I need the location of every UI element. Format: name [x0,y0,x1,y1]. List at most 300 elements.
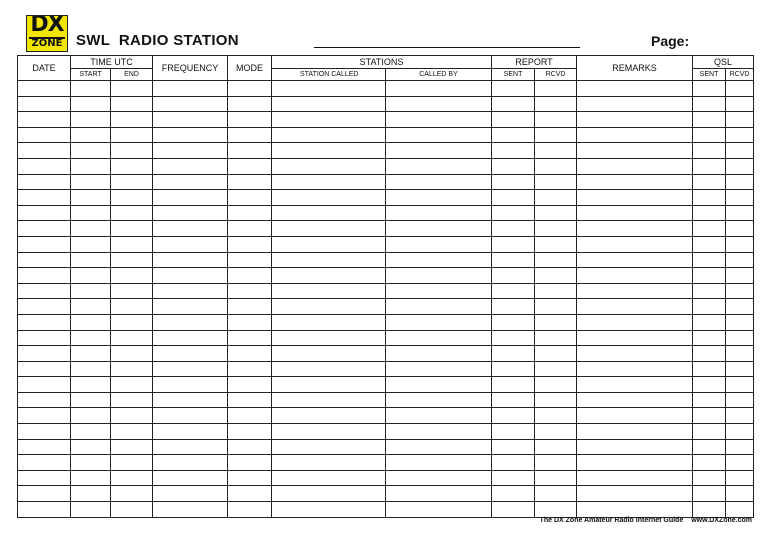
table-cell[interactable] [386,424,492,440]
table-cell[interactable] [272,408,386,424]
table-cell[interactable] [272,361,386,377]
table-cell[interactable] [577,268,693,284]
table-cell[interactable] [492,236,535,252]
table-cell[interactable] [726,439,754,455]
table-cell[interactable] [111,299,153,315]
table-cell[interactable] [577,252,693,268]
table-cell[interactable] [577,502,693,518]
table-cell[interactable] [111,205,153,221]
table-cell[interactable] [386,470,492,486]
table-cell[interactable] [386,81,492,97]
table-cell[interactable] [492,470,535,486]
table-cell[interactable] [693,314,726,330]
table-cell[interactable] [577,190,693,206]
table-cell[interactable] [535,392,577,408]
table-cell[interactable] [577,470,693,486]
table-cell[interactable] [693,268,726,284]
table-cell[interactable] [726,408,754,424]
table-cell[interactable] [272,174,386,190]
table-cell[interactable] [71,330,111,346]
table-cell[interactable] [228,221,272,237]
table-cell[interactable] [18,158,71,174]
table-cell[interactable] [111,174,153,190]
table-cell[interactable] [535,408,577,424]
table-cell[interactable] [153,377,228,393]
table-cell[interactable] [577,314,693,330]
table-cell[interactable] [111,346,153,362]
table-cell[interactable] [726,96,754,112]
table-cell[interactable] [492,455,535,471]
table-cell[interactable] [71,439,111,455]
table-cell[interactable] [386,377,492,393]
table-cell[interactable] [18,470,71,486]
table-cell[interactable] [492,408,535,424]
table-cell[interactable] [228,252,272,268]
table-cell[interactable] [228,346,272,362]
table-cell[interactable] [386,158,492,174]
table-cell[interactable] [535,330,577,346]
table-cell[interactable] [153,455,228,471]
table-cell[interactable] [726,268,754,284]
table-cell[interactable] [153,470,228,486]
table-cell[interactable] [726,377,754,393]
table-cell[interactable] [272,252,386,268]
table-cell[interactable] [153,205,228,221]
table-cell[interactable] [535,346,577,362]
table-cell[interactable] [18,424,71,440]
table-cell[interactable] [492,81,535,97]
table-cell[interactable] [535,455,577,471]
table-cell[interactable] [228,486,272,502]
table-cell[interactable] [693,174,726,190]
table-cell[interactable] [535,252,577,268]
table-cell[interactable] [153,143,228,159]
table-cell[interactable] [577,96,693,112]
table-cell[interactable] [272,81,386,97]
table-cell[interactable] [71,236,111,252]
table-cell[interactable] [18,268,71,284]
table-cell[interactable] [111,268,153,284]
table-cell[interactable] [272,470,386,486]
table-cell[interactable] [386,221,492,237]
table-cell[interactable] [492,502,535,518]
table-cell[interactable] [111,439,153,455]
table-cell[interactable] [726,221,754,237]
table-cell[interactable] [492,112,535,128]
table-cell[interactable] [577,486,693,502]
table-cell[interactable] [111,470,153,486]
table-cell[interactable] [386,299,492,315]
table-cell[interactable] [492,205,535,221]
table-cell[interactable] [228,190,272,206]
table-cell[interactable] [693,470,726,486]
table-cell[interactable] [535,174,577,190]
table-cell[interactable] [535,439,577,455]
table-cell[interactable] [726,470,754,486]
table-cell[interactable] [272,502,386,518]
table-cell[interactable] [386,236,492,252]
table-cell[interactable] [111,283,153,299]
table-cell[interactable] [272,314,386,330]
table-cell[interactable] [18,314,71,330]
table-cell[interactable] [228,392,272,408]
table-cell[interactable] [726,455,754,471]
table-cell[interactable] [272,236,386,252]
table-cell[interactable] [71,408,111,424]
table-cell[interactable] [153,112,228,128]
table-cell[interactable] [153,408,228,424]
table-cell[interactable] [577,424,693,440]
table-cell[interactable] [577,361,693,377]
table-cell[interactable] [577,455,693,471]
table-cell[interactable] [228,127,272,143]
table-cell[interactable] [111,455,153,471]
table-cell[interactable] [492,221,535,237]
table-cell[interactable] [18,127,71,143]
table-cell[interactable] [111,158,153,174]
table-cell[interactable] [726,486,754,502]
table-cell[interactable] [386,486,492,502]
table-cell[interactable] [693,190,726,206]
table-cell[interactable] [153,314,228,330]
table-cell[interactable] [693,96,726,112]
table-cell[interactable] [111,81,153,97]
table-cell[interactable] [153,283,228,299]
table-cell[interactable] [71,81,111,97]
table-cell[interactable] [228,424,272,440]
table-cell[interactable] [535,221,577,237]
table-cell[interactable] [111,127,153,143]
table-cell[interactable] [386,268,492,284]
table-cell[interactable] [535,486,577,502]
table-cell[interactable] [71,112,111,128]
table-cell[interactable] [228,81,272,97]
table-cell[interactable] [577,283,693,299]
table-cell[interactable] [111,392,153,408]
table-cell[interactable] [111,361,153,377]
table-cell[interactable] [272,96,386,112]
table-cell[interactable] [726,190,754,206]
table-cell[interactable] [693,361,726,377]
table-cell[interactable] [111,330,153,346]
table-cell[interactable] [492,143,535,159]
table-cell[interactable] [111,377,153,393]
table-cell[interactable] [71,96,111,112]
table-cell[interactable] [153,486,228,502]
table-cell[interactable] [272,127,386,143]
table-cell[interactable] [535,81,577,97]
table-cell[interactable] [228,158,272,174]
table-cell[interactable] [577,439,693,455]
table-cell[interactable] [71,502,111,518]
table-cell[interactable] [71,392,111,408]
table-cell[interactable] [18,190,71,206]
table-cell[interactable] [726,174,754,190]
table-cell[interactable] [18,455,71,471]
table-cell[interactable] [492,361,535,377]
table-cell[interactable] [71,314,111,330]
table-cell[interactable] [228,143,272,159]
table-cell[interactable] [726,127,754,143]
table-cell[interactable] [492,127,535,143]
table-cell[interactable] [71,268,111,284]
table-cell[interactable] [18,205,71,221]
table-cell[interactable] [577,299,693,315]
table-cell[interactable] [153,299,228,315]
table-cell[interactable] [272,143,386,159]
table-cell[interactable] [111,314,153,330]
table-cell[interactable] [18,439,71,455]
table-cell[interactable] [272,112,386,128]
table-cell[interactable] [71,424,111,440]
table-cell[interactable] [153,158,228,174]
table-cell[interactable] [693,112,726,128]
table-cell[interactable] [693,283,726,299]
table-cell[interactable] [726,283,754,299]
table-cell[interactable] [577,174,693,190]
table-cell[interactable] [577,330,693,346]
table-cell[interactable] [111,190,153,206]
table-cell[interactable] [726,143,754,159]
table-cell[interactable] [386,361,492,377]
table-cell[interactable] [577,236,693,252]
table-cell[interactable] [492,392,535,408]
table-cell[interactable] [228,236,272,252]
table-cell[interactable] [492,299,535,315]
table-cell[interactable] [693,455,726,471]
table-cell[interactable] [535,470,577,486]
table-cell[interactable] [228,408,272,424]
table-cell[interactable] [18,346,71,362]
table-cell[interactable] [153,361,228,377]
table-cell[interactable] [71,470,111,486]
table-cell[interactable] [726,112,754,128]
table-cell[interactable] [228,502,272,518]
table-cell[interactable] [71,174,111,190]
table-cell[interactable] [71,252,111,268]
table-cell[interactable] [386,283,492,299]
table-cell[interactable] [577,127,693,143]
table-cell[interactable] [111,486,153,502]
table-cell[interactable] [386,502,492,518]
table-cell[interactable] [153,392,228,408]
table-cell[interactable] [693,408,726,424]
table-cell[interactable] [18,392,71,408]
table-cell[interactable] [577,392,693,408]
table-cell[interactable] [492,314,535,330]
table-cell[interactable] [228,377,272,393]
table-cell[interactable] [386,127,492,143]
table-cell[interactable] [577,158,693,174]
table-cell[interactable] [535,268,577,284]
table-cell[interactable] [535,377,577,393]
table-cell[interactable] [693,486,726,502]
table-cell[interactable] [577,112,693,128]
table-cell[interactable] [153,268,228,284]
table-cell[interactable] [386,439,492,455]
table-cell[interactable] [535,143,577,159]
table-cell[interactable] [153,502,228,518]
table-cell[interactable] [386,112,492,128]
table-cell[interactable] [726,314,754,330]
table-cell[interactable] [693,330,726,346]
table-cell[interactable] [228,470,272,486]
table-cell[interactable] [228,439,272,455]
table-cell[interactable] [71,299,111,315]
table-cell[interactable] [693,502,726,518]
table-cell[interactable] [111,143,153,159]
table-cell[interactable] [577,143,693,159]
table-cell[interactable] [726,361,754,377]
table-cell[interactable] [153,190,228,206]
table-cell[interactable] [272,190,386,206]
table-cell[interactable] [228,205,272,221]
table-cell[interactable] [18,299,71,315]
table-cell[interactable] [228,455,272,471]
table-cell[interactable] [492,283,535,299]
table-cell[interactable] [111,221,153,237]
table-cell[interactable] [153,330,228,346]
table-cell[interactable] [386,408,492,424]
table-cell[interactable] [726,158,754,174]
table-cell[interactable] [492,377,535,393]
table-cell[interactable] [726,252,754,268]
table-cell[interactable] [111,502,153,518]
table-cell[interactable] [111,236,153,252]
table-cell[interactable] [71,377,111,393]
table-cell[interactable] [492,424,535,440]
table-cell[interactable] [18,236,71,252]
table-cell[interactable] [18,252,71,268]
table-cell[interactable] [18,330,71,346]
table-cell[interactable] [272,486,386,502]
table-cell[interactable] [71,158,111,174]
table-cell[interactable] [693,158,726,174]
table-cell[interactable] [535,96,577,112]
table-cell[interactable] [535,112,577,128]
table-cell[interactable] [153,424,228,440]
table-cell[interactable] [111,424,153,440]
table-cell[interactable] [535,502,577,518]
table-cell[interactable] [272,330,386,346]
table-cell[interactable] [71,361,111,377]
table-cell[interactable] [693,439,726,455]
table-cell[interactable] [71,486,111,502]
table-cell[interactable] [71,143,111,159]
table-cell[interactable] [272,377,386,393]
table-cell[interactable] [153,174,228,190]
table-cell[interactable] [693,127,726,143]
table-cell[interactable] [386,190,492,206]
table-cell[interactable] [272,424,386,440]
table-cell[interactable] [272,158,386,174]
table-cell[interactable] [535,361,577,377]
table-cell[interactable] [726,236,754,252]
table-cell[interactable] [386,174,492,190]
table-cell[interactable] [228,299,272,315]
table-cell[interactable] [726,205,754,221]
table-cell[interactable] [726,81,754,97]
table-cell[interactable] [577,221,693,237]
table-cell[interactable] [153,81,228,97]
table-cell[interactable] [228,112,272,128]
table-cell[interactable] [386,455,492,471]
table-cell[interactable] [693,143,726,159]
table-cell[interactable] [18,174,71,190]
table-cell[interactable] [18,486,71,502]
table-cell[interactable] [111,408,153,424]
table-cell[interactable] [71,455,111,471]
table-cell[interactable] [492,158,535,174]
table-cell[interactable] [228,283,272,299]
table-cell[interactable] [535,283,577,299]
table-cell[interactable] [272,439,386,455]
table-cell[interactable] [726,502,754,518]
table-cell[interactable] [535,190,577,206]
table-cell[interactable] [228,268,272,284]
table-cell[interactable] [386,330,492,346]
table-cell[interactable] [726,392,754,408]
table-cell[interactable] [492,174,535,190]
table-cell[interactable] [693,205,726,221]
table-cell[interactable] [535,236,577,252]
table-cell[interactable] [577,408,693,424]
table-cell[interactable] [18,283,71,299]
table-cell[interactable] [71,283,111,299]
table-cell[interactable] [18,361,71,377]
table-cell[interactable] [272,346,386,362]
table-cell[interactable] [153,96,228,112]
table-cell[interactable] [386,392,492,408]
table-cell[interactable] [228,330,272,346]
table-cell[interactable] [492,252,535,268]
table-cell[interactable] [535,424,577,440]
table-cell[interactable] [153,236,228,252]
table-cell[interactable] [18,96,71,112]
table-cell[interactable] [272,205,386,221]
table-cell[interactable] [492,346,535,362]
table-cell[interactable] [577,346,693,362]
table-cell[interactable] [386,96,492,112]
table-cell[interactable] [577,377,693,393]
table-cell[interactable] [492,486,535,502]
table-cell[interactable] [693,377,726,393]
table-cell[interactable] [386,252,492,268]
table-cell[interactable] [386,314,492,330]
table-cell[interactable] [577,205,693,221]
table-cell[interactable] [693,236,726,252]
table-cell[interactable] [492,268,535,284]
table-cell[interactable] [492,330,535,346]
table-cell[interactable] [153,252,228,268]
table-cell[interactable] [693,392,726,408]
table-cell[interactable] [272,283,386,299]
table-cell[interactable] [71,221,111,237]
table-cell[interactable] [386,205,492,221]
table-cell[interactable] [492,190,535,206]
table-cell[interactable] [18,377,71,393]
table-cell[interactable] [726,299,754,315]
table-cell[interactable] [693,252,726,268]
table-cell[interactable] [577,81,693,97]
table-cell[interactable] [693,346,726,362]
table-cell[interactable] [386,346,492,362]
table-cell[interactable] [726,330,754,346]
table-cell[interactable] [18,112,71,128]
table-cell[interactable] [18,408,71,424]
table-cell[interactable] [272,268,386,284]
table-cell[interactable] [386,143,492,159]
